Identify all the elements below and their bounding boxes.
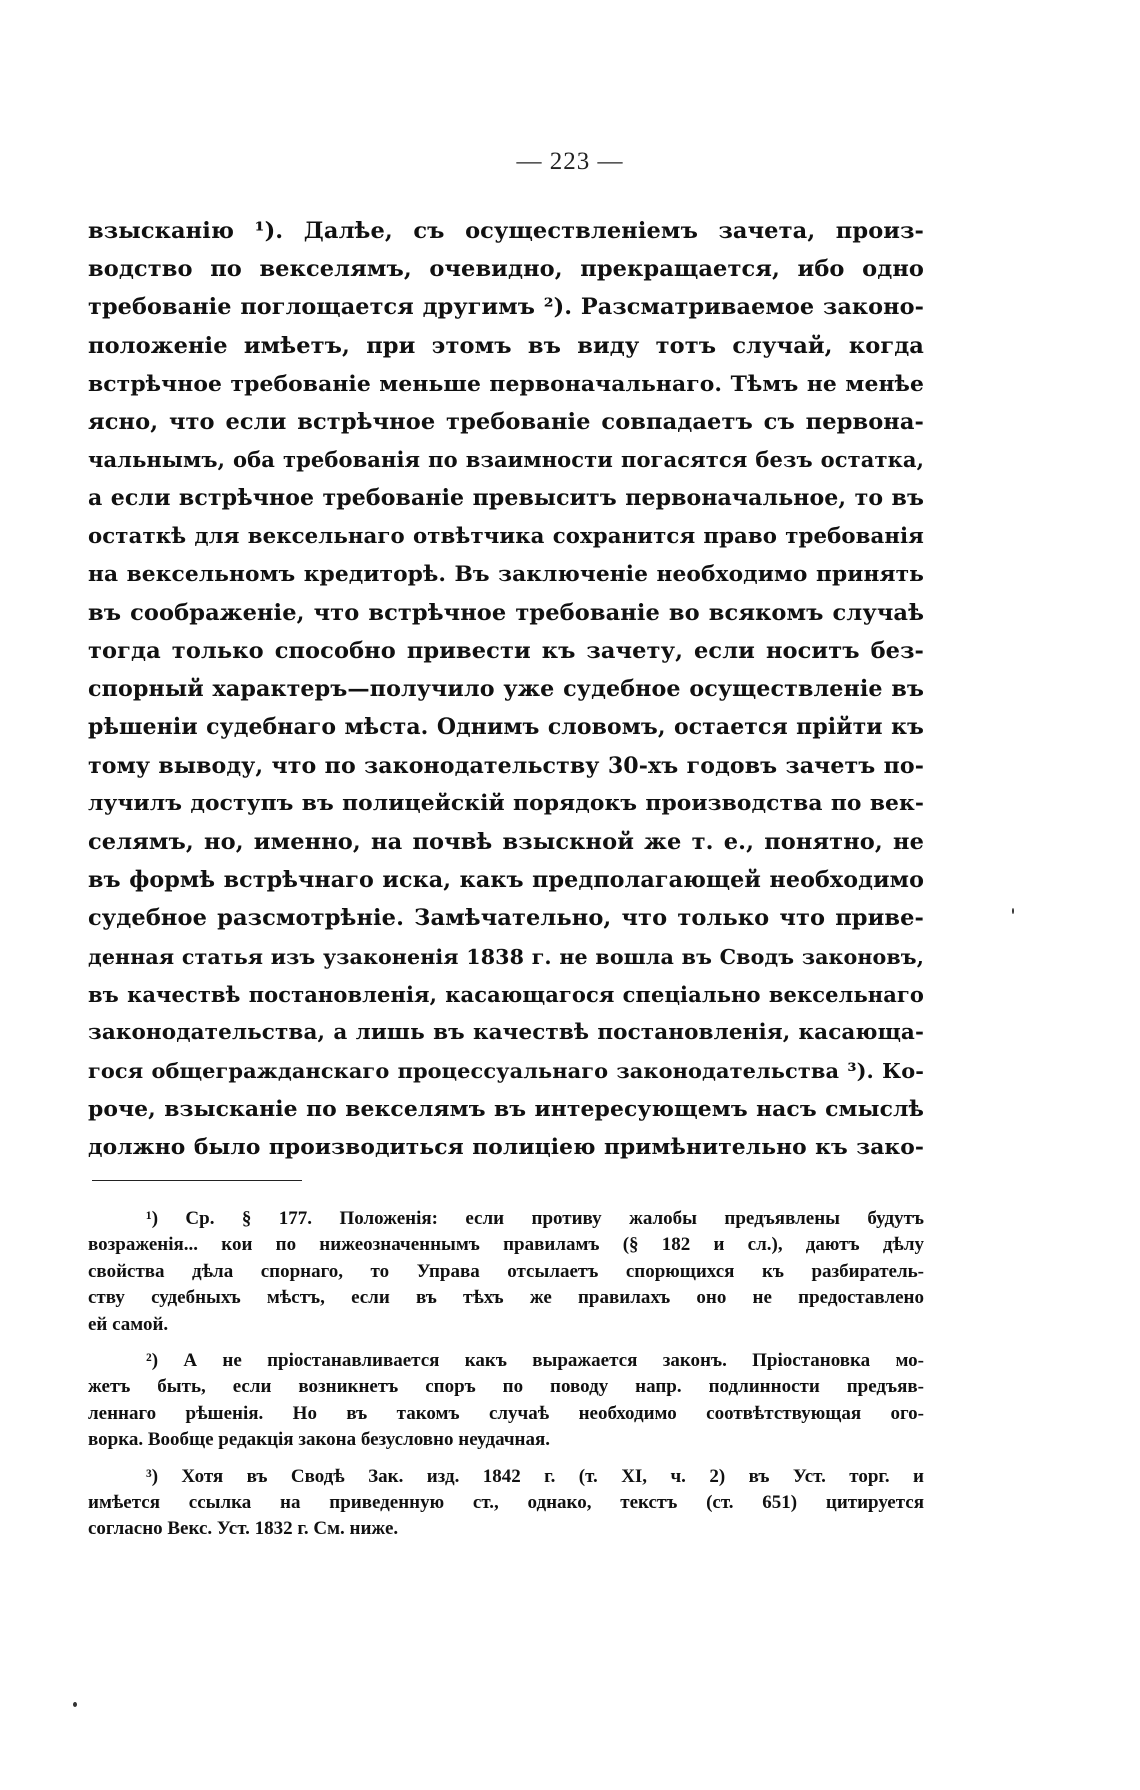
- body-line: тогда только способно привести къ зачету, если носитъ без-: [88, 638, 924, 665]
- body-line: денная статья изъ узаконенія 1838 г. не вошла въ Сводъ законовъ,: [88, 944, 924, 969]
- body-line: а если встрѣчное требованіе превыситъ первоначальное, то въ: [88, 485, 924, 512]
- body-line: въ соображеніе, что встрѣчное требованіе во всякомъ случаѣ: [88, 599, 924, 626]
- body-text: [88, 212, 924, 1167]
- body-line: въ формѣ встрѣчнаго иска, какъ предполагающей необходимо: [88, 867, 924, 894]
- footnote-line: ей самой.: [88, 1313, 169, 1335]
- footnote-2: [88, 1348, 924, 1454]
- footnote-line: ¹) Ср. § 177. Положенія: если противу жалобы предъявлены будутъ: [146, 1208, 924, 1229]
- body-line: ясно, что если встрѣчное требованіе совпадаетъ съ первона-: [88, 408, 924, 435]
- body-line: остаткѣ для вексельнаго отвѣтчика сохранится право требованія: [88, 523, 924, 549]
- body-line: спорный характеръ—получило уже судебное осуществленіе въ: [88, 676, 924, 703]
- body-line: тому выводу, что по законодательству 30-хъ годовъ зачетъ по-: [88, 752, 924, 779]
- scan-speck: [73, 1702, 77, 1707]
- footnote-line: ³) Хотя въ Сводѣ Зак. изд. 1842 г. (т. XI, ч. 2) въ Уст. торг. и: [146, 1465, 924, 1487]
- body-line: законодательства, а лишь въ качествѣ постановленія, касающа-: [88, 1019, 924, 1045]
- footnote-line: ²) А не пріостанавливается какъ выражается законъ. Пріостановка мо-: [146, 1349, 924, 1371]
- page-number: — 223 —: [516, 148, 624, 175]
- footnote-line: леннаго рѣшенія. Но въ такомъ случаѣ необходимо соотвѣтствующая ого-: [88, 1402, 924, 1424]
- body-line: взысканію ¹). Далѣе, съ осуществленіемъ зачета, произ-: [88, 218, 924, 244]
- body-line: на вексельномъ кредиторѣ. Въ заключеніе необходимо принять: [88, 561, 924, 587]
- body-line: водство по векселямъ, очевидно, прекращается, ибо одно: [88, 256, 924, 283]
- footnotes: [88, 1206, 924, 1543]
- body-line: роче, взысканіе по векселямъ въ интересующемъ насъ смыслѣ: [88, 1096, 924, 1123]
- body-line: чальнымъ, оба требованія по взаимности погасятся безъ остатка,: [88, 447, 924, 473]
- footnote-3: [88, 1464, 924, 1543]
- footnote-line: свойства дѣла спорнаго, то Управа отсылаетъ спорющихся къ разбиратель-: [88, 1260, 924, 1282]
- body-line: положеніе имѣетъ, при этомъ въ виду тотъ случай, когда: [88, 332, 924, 359]
- body-line: судебное разсмотрѣніе. Замѣчательно, что только что приве-: [88, 905, 924, 932]
- footnote-line: имѣется ссылка на приведенную ст., однако, текстъ (ст. 651) цитируется: [88, 1491, 924, 1513]
- footnote-line: ству судебныхъ мѣстъ, если въ тѣхъ же правилахъ оно не предоставлено: [88, 1287, 924, 1309]
- footnote-divider: [92, 1180, 302, 1181]
- body-line: селямъ, но, именно, на почвѣ взыскной же т. е., понятно, не: [88, 829, 924, 855]
- body-line: гося общегражданскаго процессуальнаго законодательства ³). Ко-: [88, 1058, 924, 1084]
- body-line: рѣшеніи судебнаго мѣста. Однимъ словомъ, остается прійти къ: [88, 714, 924, 741]
- body-line: должно было производиться полиціею примѣнительно къ зако-: [88, 1134, 924, 1160]
- footnote-line: жетъ быть, если возникнетъ споръ по поводу напр. подлинности предъяв-: [88, 1376, 924, 1398]
- body-line: въ качествѣ постановленія, касающагося спеціально вексельнаго: [88, 981, 924, 1007]
- body-line: требованіе поглощается другимъ ²). Разсматриваемое законо-: [88, 294, 924, 321]
- footnote-line: согласно Векс. Уст. 1832 г. См. ниже.: [88, 1518, 399, 1540]
- body-line: встрѣчное требованіе меньше первоначальнаго. Тѣмъ не менѣе: [88, 370, 924, 397]
- footnote-1: [88, 1206, 924, 1338]
- scan-speck: [1012, 908, 1014, 914]
- body-line: лучилъ доступъ въ полицейскій порядокъ производства по век-: [88, 790, 924, 816]
- footnote-line: ворка. Вообще редакція закона безусловно неудачная.: [88, 1429, 551, 1451]
- footnote-line: возраженія... кои по нижеозначеннымъ правиламъ (§ 182 и сл.), даютъ дѣлу: [88, 1234, 924, 1256]
